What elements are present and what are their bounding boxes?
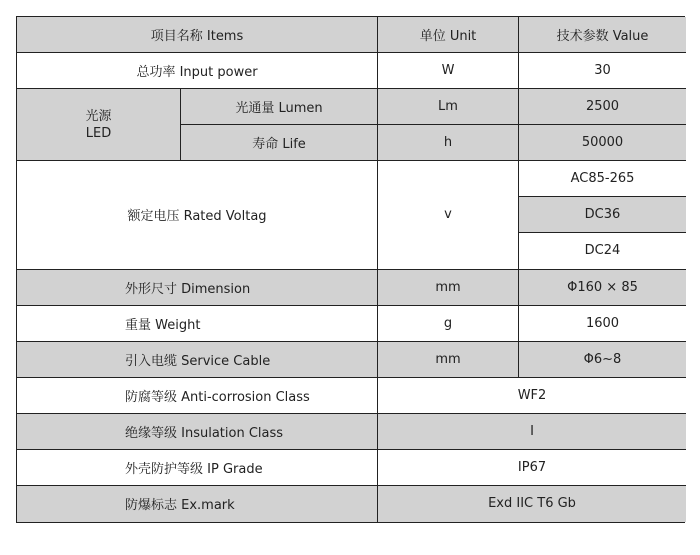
insulation-label: 绝缘等级 Insulation Class	[17, 414, 378, 450]
voltage-value-dc24: DC24	[519, 233, 686, 269]
voltage-label: 额定电压 Rated Voltag	[17, 161, 378, 269]
weight-value: 1600	[519, 306, 686, 342]
spec-table	[16, 16, 685, 523]
exmark-value: Exd IIC T6 Gb	[378, 486, 686, 522]
weight-label: 重量 Weight	[17, 306, 378, 342]
cable-label: 引入电缆 Service Cable	[17, 342, 378, 378]
insulation-value: I	[378, 414, 686, 450]
life-value: 50000	[519, 125, 686, 161]
cable-unit: mm	[378, 342, 519, 378]
weight-unit: g	[378, 306, 519, 342]
life-label: 寿命 Life	[181, 125, 378, 161]
anticorrosion-value: WF2	[378, 378, 686, 414]
lumen-value: 2500	[519, 89, 686, 125]
power-label: 总功率 Input power	[17, 53, 378, 89]
power-value: 30	[519, 53, 686, 89]
header-item: 项目名称 Items	[17, 17, 378, 53]
dimension-value: Φ160 × 85	[519, 270, 686, 306]
exmark-label: 防爆标志 Ex.mark	[17, 486, 378, 522]
voltage-value-dc36: DC36	[519, 197, 686, 233]
anticorrosion-label: 防腐等级 Anti-corrosion Class	[17, 378, 378, 414]
voltage-unit: v	[378, 161, 519, 269]
dimension-label: 外形尺寸 Dimension	[17, 270, 378, 306]
voltage-value-ac: AC85-265	[519, 161, 686, 197]
led-group-label: 光源 LED	[17, 89, 181, 161]
lumen-unit: Lm	[378, 89, 519, 125]
ip-value: IP67	[378, 450, 686, 486]
lumen-label: 光通量 Lumen	[181, 89, 378, 125]
ip-label: 外壳防护等级 IP Grade	[17, 450, 378, 486]
power-unit: W	[378, 53, 519, 89]
dimension-unit: mm	[378, 270, 519, 306]
header-unit: 单位 Unit	[378, 17, 519, 53]
cable-value: Φ6~8	[519, 342, 686, 378]
life-unit: h	[378, 125, 519, 161]
header-value: 技术参数 Value	[519, 17, 686, 53]
